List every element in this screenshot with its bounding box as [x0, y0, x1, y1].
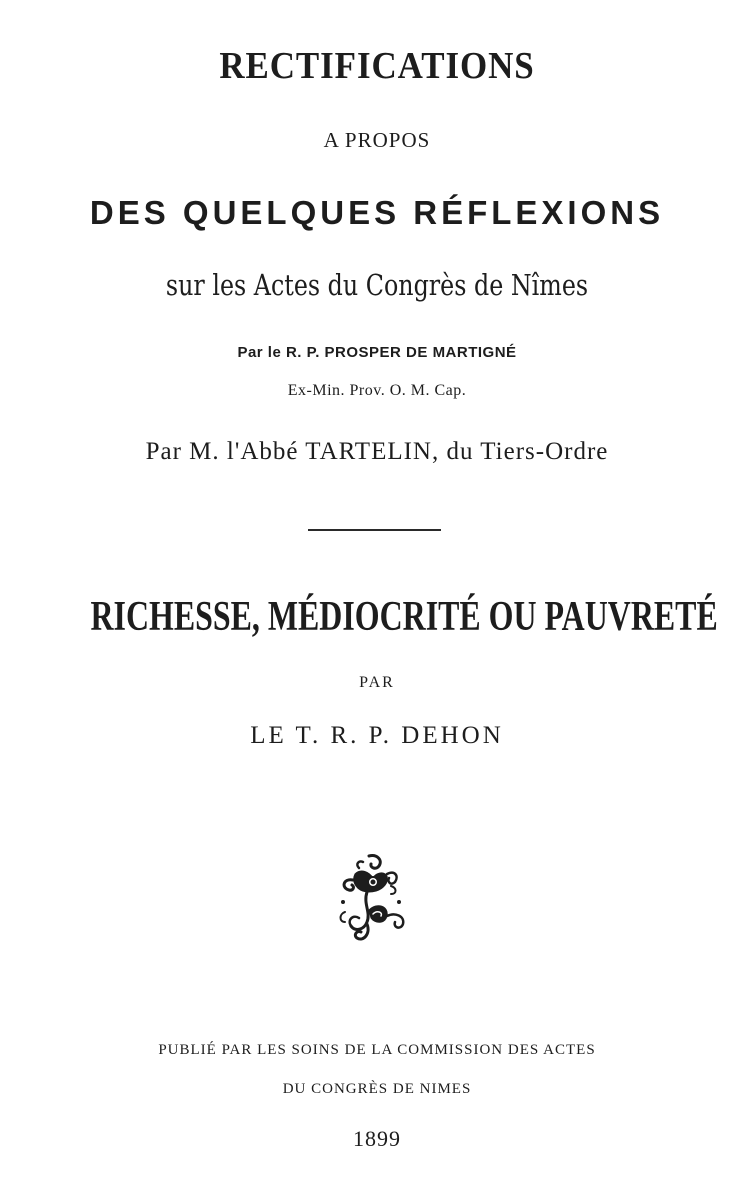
- subject-line: sur les Actes du Congrès de Nîmes: [165, 268, 589, 302]
- publisher-line-2: DU CONGRÈS DE NIMES: [282, 1081, 472, 1097]
- subtitle-heading: DES QUELQUES RÉFLEXIONS: [89, 194, 665, 231]
- a-propos-line: A PROPOS: [323, 128, 431, 152]
- floral-ornament-icon: [333, 852, 413, 944]
- publication-year: 1899: [353, 1126, 401, 1151]
- publisher-line-1: PUBLIÉ PAR LES SOINS DE LA COMMISSION DES ACTES: [158, 1042, 596, 1058]
- second-title: RICHESSE, MÉDIOCRITÉ OU PAUVRETÉ: [90, 594, 718, 640]
- first-author-line: Par le R. P. PROSPER DE MARTIGNÉ: [237, 344, 517, 361]
- main-title: RECTIFICATIONS: [219, 45, 535, 87]
- section-divider: [308, 529, 441, 531]
- third-author-line: LE T. R. P. DEHON: [250, 722, 504, 749]
- first-author-role: Ex-Min. Prov. O. M. Cap.: [287, 382, 467, 399]
- par-label: PAR: [359, 674, 395, 691]
- second-author-line: Par M. l'Abbé TARTELIN, du Tiers-Ordre: [145, 438, 609, 465]
